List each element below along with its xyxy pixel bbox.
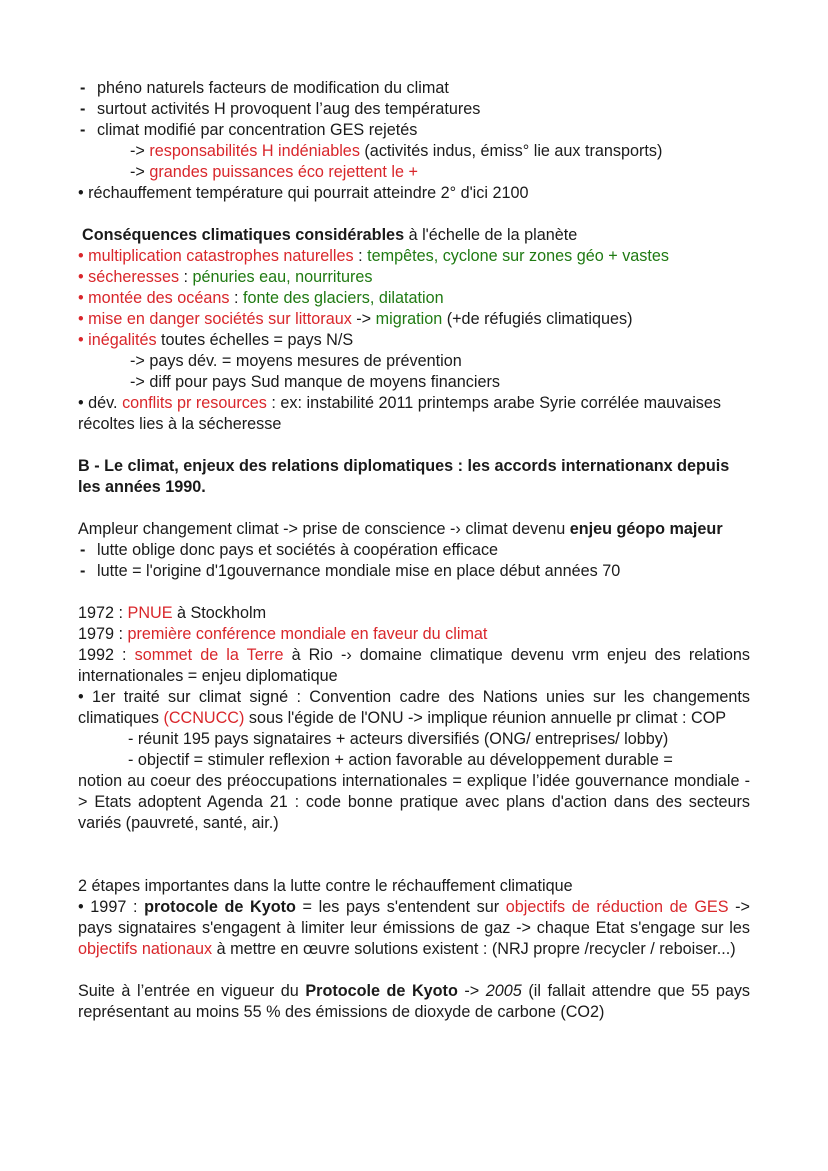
- section-b-dash-1: - lutte oblige donc pays et sociétés à coopération efficace: [78, 540, 750, 561]
- intro-dash-line-1: - phéno naturels facteurs de modification du climat: [78, 78, 750, 99]
- plain-text: (+de réfugiés climatiques): [442, 310, 633, 328]
- timeline-sub-2-first: - objectif = stimuler reflexion + action favorable au développement durable =: [128, 751, 673, 769]
- italic-text: 2005: [485, 982, 522, 1000]
- plain-text: • dév.: [78, 394, 123, 412]
- highlight-red: • montée des océans: [78, 289, 230, 307]
- timeline-sub-2-cont: notion au coeur des préoccupations internationales = explique l’idée gouvernance mondiale -> Etats adoptent Agenda 21 : code bonne pratique avec plans d'action dans des secteurs variés (pauvreté, santé, air.): [78, 772, 750, 832]
- plain-text: 1979 :: [78, 625, 128, 643]
- highlight-red: objectifs de réduction de GES: [505, 898, 729, 916]
- consequences-title: [78, 225, 750, 246]
- highlight-green: pénuries eau, nourritures: [192, 268, 373, 286]
- section-b-paragraph: [78, 519, 750, 540]
- etapes-intro: 2 étapes importantes dans la lutte contre le réchauffement climatique: [78, 877, 573, 895]
- section-b-dash-2: - lutte = l'origine d'1gouvernance mondiale mise en place début années 70: [78, 561, 750, 582]
- arrow-text: ->: [130, 163, 150, 181]
- highlight-red: première conférence mondiale en faveur du climat: [127, 625, 488, 643]
- intro-bullet: • réchauffement température qui pourrait atteindre 2° d'ici 2100: [78, 184, 529, 202]
- plain-text: • 1er traité sur climat signé : Convention cadre des Nations unies sur les changements climatiques: [78, 688, 750, 727]
- timeline-1992: [78, 645, 750, 687]
- plain-text: = les pays s'entendent sur: [295, 898, 506, 916]
- intro-arrow-line-1: [78, 141, 750, 162]
- consequence-item-inegalites: [78, 330, 750, 351]
- highlight-red: • mise en danger sociétés sur littoraux: [78, 310, 352, 328]
- plain-text: à l'échelle de la planète: [404, 226, 578, 244]
- highlight-red: • sécheresses: [78, 268, 180, 286]
- consequence-item-littoraux: [78, 309, 750, 330]
- timeline-1972: [78, 603, 750, 624]
- plain-text: à Stockholm: [172, 604, 267, 622]
- consequence-item-oceans: [78, 288, 750, 309]
- highlight-green: fonte des glaciers, dilatation: [242, 289, 444, 307]
- consequence-item-catastrophes: [78, 246, 750, 267]
- plain-text: 1992 :: [78, 646, 135, 664]
- plain-text: 1972 :: [78, 604, 128, 622]
- arrow-text: ->: [130, 142, 150, 160]
- intro-dash-line-2: - surtout activités H provoquent l’aug des températures: [78, 99, 750, 120]
- highlight-red: • multiplication catastrophes naturelles: [78, 247, 354, 265]
- highlight-red: sommet de la Terre: [134, 646, 284, 664]
- intro-dash-line-3: - climat modifié par concentration GES rejetés: [78, 120, 750, 141]
- plain-text: :: [353, 247, 368, 265]
- highlight-red: conflits pr resources: [122, 394, 267, 412]
- highlight-red: PNUE: [127, 604, 173, 622]
- etapes-suite: [78, 981, 750, 1023]
- plain-text: (activités indus, émiss° lie aux transports): [359, 142, 663, 160]
- plain-text: : ex: instabilité 2011 printemps arabe Syrie corrélée mauvaises récoltes lies à la sécheresse: [78, 394, 721, 433]
- consequence-item-secheresses: [78, 267, 750, 288]
- plain-text: Suite à l’entrée en vigueur du: [78, 982, 306, 1000]
- section-b-title: B - Le climat, enjeux des relations diplomatiques : les accords internationanx depuis les années 1990.: [78, 457, 730, 496]
- plain-text: (il fallait attendre que 55 pays représentant au moins 55 % des émissions de dioxyde de carbone (CO2): [78, 982, 751, 1021]
- bold-text: enjeu géopo majeur: [569, 520, 723, 538]
- plain-text: -> pays signataires s'engagent à limiter leur émissions de gaz -> chaque Etat s'engage sur les: [78, 898, 751, 937]
- highlight-red: grandes puissances éco rejettent le +: [149, 163, 418, 181]
- plain-text: Ampleur changement climat -> prise de conscience -› climat devenu: [78, 520, 570, 538]
- bold-text: Conséquences climatiques considérables: [82, 226, 405, 244]
- plain-text: toutes échelles = pays N/S: [156, 331, 354, 349]
- plain-text: sous l'égide de l'ONU -> implique réunion annuelle pr climat : COP: [244, 709, 727, 727]
- timeline-1979: [78, 624, 750, 645]
- highlight-red: objectifs nationaux: [78, 940, 213, 958]
- highlight-red: (CCNUCC): [163, 709, 245, 727]
- plain-text: ->: [351, 310, 376, 328]
- plain-text: • 1997 :: [78, 898, 145, 916]
- highlight-green: migration: [375, 310, 443, 328]
- consequence-arrow-sud: -> diff pour pays Sud manque de moyens financiers: [130, 373, 500, 391]
- highlight-green: tempêtes, cyclone sur zones géo + vastes: [367, 247, 669, 265]
- timeline-sub-1: - réunit 195 pays signataires + acteurs diversifiés (ONG/ entreprises/ lobby): [128, 730, 669, 748]
- intro-arrow-line-2: [78, 162, 750, 183]
- bold-text: Protocole de Kyoto: [305, 982, 458, 1000]
- plain-text: :: [229, 289, 243, 307]
- etapes-kyoto: [78, 897, 750, 960]
- consequence-item-conflits: [78, 393, 750, 435]
- plain-text: :: [179, 268, 193, 286]
- plain-text: à mettre en œuvre solutions existent : (NRJ propre /recycler / reboiser...): [212, 940, 736, 958]
- plain-text: ->: [457, 982, 486, 1000]
- highlight-red: responsabilités H indéniables: [149, 142, 360, 160]
- bold-text: protocole de Kyoto: [144, 898, 296, 916]
- plain-text: à Rio -› domaine climatique devenu vrm enjeu des relations internationales = enjeu diplomatique: [78, 646, 750, 685]
- highlight-red: • inégalités: [78, 331, 157, 349]
- consequence-arrow-dev: -> pays dév. = moyens mesures de prévention: [130, 352, 462, 370]
- timeline-traite: [78, 687, 750, 729]
